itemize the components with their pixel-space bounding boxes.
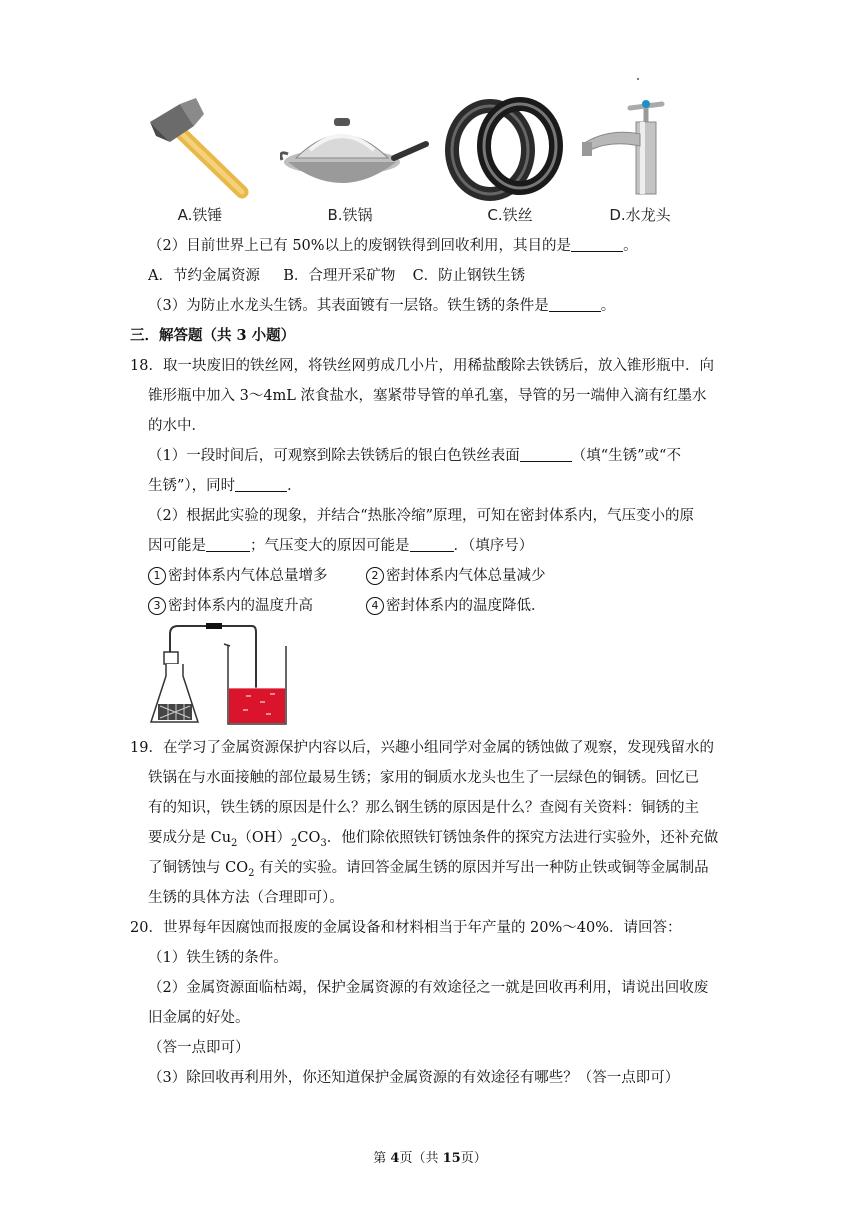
q18-option-4 <box>366 596 546 616</box>
q19-text: （OH） <box>237 830 291 846</box>
option-text: 密封体系内气体总量减少 <box>386 568 546 584</box>
q19-text: 有关的实验。请回答金属生锈的原因并写出一种防止铁或铜等金属制品 <box>254 860 709 876</box>
q17-part2-text: （2）目前世界上已有 50%以上的废钢铁得到回收利用，其目的是 <box>148 238 572 254</box>
answer-blank[interactable] <box>410 537 454 552</box>
page-footer <box>0 1147 860 1166</box>
q17-part2-end: 。 <box>623 238 638 254</box>
hammer-icon <box>130 92 270 202</box>
option-c: C．防止钢铁生锈 <box>412 268 526 284</box>
q20-part2: （2）金属资源面临枯竭，保护金属资源的有效途径之一就是回收再利用，请说出回收废 <box>148 980 709 996</box>
q18-option-3 <box>148 596 313 616</box>
circled-number: 1 <box>148 567 166 585</box>
total-pages: 15 <box>442 1151 461 1166</box>
q20-line1: 20．世界每年因腐蚀而报废的金属设备和材料相当于年产量的 20%～40%．请回答： <box>130 920 682 936</box>
figure-wire <box>440 92 580 232</box>
subscript: 3 <box>320 837 327 849</box>
figure-label: A.铁锤 <box>177 206 223 224</box>
page-number: 4 <box>390 1151 400 1166</box>
figure-row <box>130 92 730 232</box>
q19-text: 了铜锈蚀与 CO <box>148 860 249 876</box>
q19-line6: 生锈的具体方法（合理即可）。 <box>148 890 344 906</box>
q19-text: ．他们除依照铁钉锈蚀条件的探究方法进行实验外，还补充做 <box>326 830 719 846</box>
option-a: A．节约金属资源 <box>148 268 260 284</box>
q19-text: 要成分是 Cu <box>148 830 232 846</box>
stray-dot <box>637 78 639 80</box>
figure-label: C.铁丝 <box>487 206 533 224</box>
figure-label: B.铁锅 <box>327 206 373 224</box>
q20-part1: （1）铁生锈的条件。 <box>148 950 288 966</box>
q17-options <box>148 266 525 286</box>
answer-blank[interactable] <box>549 297 601 312</box>
q17-part3 <box>148 296 615 316</box>
footer-text: 第 <box>373 1151 391 1166</box>
faucet-icon <box>570 92 710 202</box>
q19-line3: 有的知识，铁生锈的原因是什么？那么钢生锈的原因是什么？查阅有关资料：铜锈的主 <box>148 800 699 816</box>
wok-icon <box>280 92 430 202</box>
q18-part2: （2）根据此实验的现象，并结合“热胀冷缩”原理，可知在密封体系内，气压变小的原 <box>148 508 695 524</box>
q18-part2-end: ．（填序号） <box>453 538 534 554</box>
subscript: 2 <box>231 837 238 849</box>
q18-line2: 锥形瓶中加入 3～4mL 浓食盐水，塞紧带导管的单孔塞，导管的另一端伸入滴有红墨水 <box>148 388 707 404</box>
section-title: 三．解答题（共 3 小题） <box>130 327 296 344</box>
q20-part2-cont: 旧金属的好处。 <box>148 1010 250 1026</box>
q18-line1: 18．取一块废旧的铁丝网，将铁丝网剪成几小片，用稀盐酸除去铁锈后，放入锥形瓶中．向 <box>130 358 714 374</box>
option-text: 密封体系内的温度降低． <box>386 598 546 614</box>
q18-part2-text: 因可能是 <box>148 538 206 554</box>
q18-part1-end: ． <box>287 478 302 494</box>
q18-part1 <box>148 446 681 466</box>
q18-part1-text2: 生锈”），同时 <box>148 478 236 494</box>
subscript: 2 <box>290 837 298 849</box>
answer-blank[interactable] <box>235 477 287 492</box>
q20-part3: （3）除回收再利用外，你还知道保护金属资源的有效途径有哪些？（答一点即可） <box>148 1070 680 1086</box>
q18-part1-cont <box>148 476 302 496</box>
q19-line5 <box>148 858 709 884</box>
q19-line4 <box>148 828 718 854</box>
flask-beaker-icon <box>148 620 308 728</box>
circled-number: 3 <box>148 597 166 615</box>
figure-label: D.水龙头 <box>609 206 671 224</box>
figure-wok <box>280 92 420 232</box>
q18-line3: 的水中． <box>148 418 206 434</box>
wire-coil-icon <box>440 92 580 202</box>
q19-line2: 铁锅在与水面接触的部位最易生锈；家用的铜质水龙头也生了一层绿色的铜锈。回忆已 <box>148 770 699 786</box>
q17-part3-text: （3）为防止水龙头生锈。其表面镀有一层铬。铁生锈的条件是 <box>148 298 549 314</box>
q17-part3-end: 。 <box>600 298 616 314</box>
answer-blank[interactable] <box>571 237 623 252</box>
q18-part1-hint: （填“生锈”或“不 <box>571 448 681 464</box>
option-b: B．合理开采矿物 <box>283 268 396 284</box>
q18-part2-cont <box>148 536 533 556</box>
option-text: 密封体系内的温度升高 <box>168 598 313 614</box>
circled-number: 2 <box>366 567 384 585</box>
q18-part1-text: （1）一段时间后，可观察到除去铁锈后的银白色铁丝表面 <box>148 448 520 464</box>
option-text: 密封体系内气体总量增多 <box>168 568 328 584</box>
figure-hammer <box>130 92 270 232</box>
q19-text: CO <box>297 830 321 846</box>
q18-option-1 <box>148 566 328 586</box>
subscript: 2 <box>248 867 255 879</box>
figure-faucet <box>570 92 710 232</box>
q17-part2 <box>148 236 638 256</box>
q19-line1: 19．在学习了金属资源保护内容以后，兴趣小组同学对金属的锈蚀做了观察，发现残留水的 <box>130 740 714 756</box>
q18-option-2 <box>366 566 546 586</box>
answer-blank[interactable] <box>520 447 572 462</box>
circled-number: 4 <box>366 597 384 615</box>
footer-text: 页（共 <box>399 1151 443 1166</box>
q20-part2-note: （答一点即可） <box>148 1040 250 1056</box>
experiment-apparatus <box>148 620 308 728</box>
answer-blank[interactable] <box>206 537 250 552</box>
footer-text: 页） <box>460 1151 487 1166</box>
q18-part2-text2: ；气压变大的原因可能是 <box>250 538 410 554</box>
